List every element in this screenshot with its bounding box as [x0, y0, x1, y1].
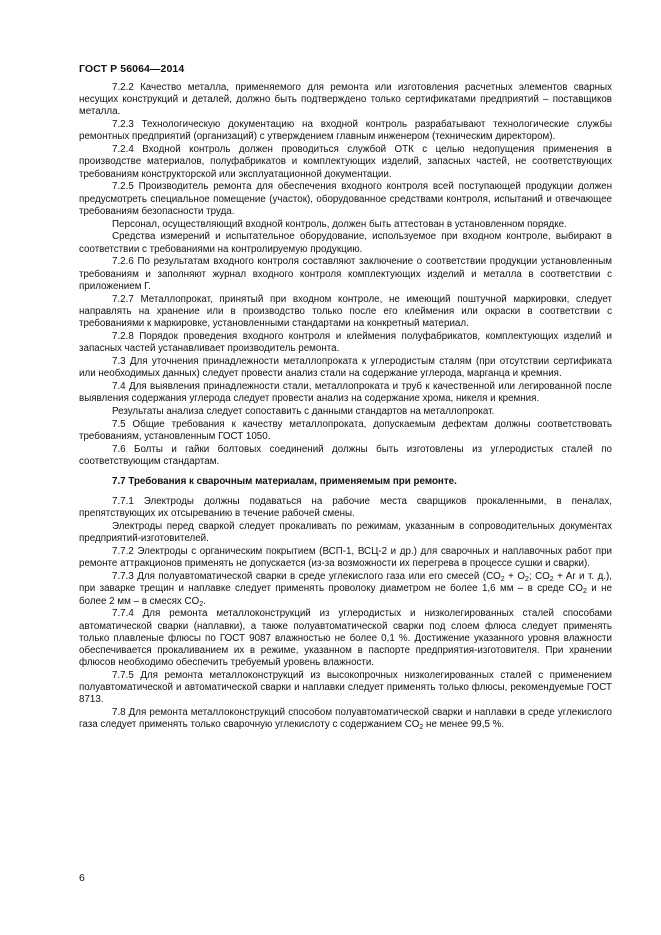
subscript: 2 [549, 576, 554, 584]
paragraph: 7.6 Болты и гайки болтовых соединений должны быть изготовлены из углеродистых сталей по соответствующим стандартам. [79, 443, 612, 467]
paragraph: Электроды перед сваркой следует прокаливать по режимам, указанным в сопроводительных документах предприятий-изготовителей. [79, 521, 612, 545]
paragraph-7-8 [79, 707, 612, 731]
paragraph: 7.2.5 Производитель ремонта для обеспечения входного контроля всей поступающей продукции должен предусмотреть специальное помещение (участок), оборудованное средствами контроля, испытаний и отвечающее требованиям безопасности труда. [79, 181, 612, 217]
paragraph: 7.2.2 Качество металла, применяемого для ремонта или изготовления расчетных элементов сварных несущих конструкций и деталей, должно быть подтверждено только сертификатами предприятий – поставщиков металла. [79, 82, 612, 118]
subscript: 2 [524, 576, 529, 584]
paragraph: 7.7.4 Для ремонта металлоконструкций из углеродистых и низколегированных сталей способами автоматической сварки (наплавки), а также полуавтоматической сварки под слоем флюса следует применять только плавленые флюсы по ГОСТ 9087 влажностью не более 0,1 %. Достижение указанного уровня влажности обеспечивается прокаливанием их в режиме, указанном в паспорте предприятия-изготовителя. При хранении флюсов необходимо обеспечить требуемый уровень влажности. [79, 608, 612, 669]
paragraph: 7.2.4 Входной контроль должен проводиться службой ОТК с целью недопущения применения в производстве материалов, полуфабрикатов и комплектующих изделий, запасных частей, не соответствующих требованиям конструкторской или эксплуатационной документации. [79, 144, 612, 180]
page-number: 6 [79, 872, 85, 884]
subscript: 2 [583, 588, 587, 596]
paragraph: 7.3 Для уточнения принадлежности металлопроката к углеродистым сталям (при отсутствии сертификата или необходимых данных) следует провести анализ стали на содержание углерода, марганца и кремния. [79, 355, 612, 380]
text-run: и не более 2 мм – в смесях CO [79, 583, 612, 607]
paragraph: Результаты анализа следует сопоставить с данными стандартов на металлопрокат. [112, 405, 495, 417]
paragraph: Средства измерений и испытательное оборудование, используемое при входном контроле, выбирают в соответствии с требованиями на контролируемую продукцию. [79, 231, 612, 255]
paragraph: Персонал, осуществляющий входной контроль, должен быть аттестован в установленном порядке. [112, 218, 567, 230]
paragraph: 7.7.5 Для ремонта металлоконструкций из высокопрочных низколегированных сталей с применением полуавтоматической и автоматической сварки и наплавки следует применять только флюсы, рекомендуемые ГОСТ 8713. [79, 670, 612, 706]
document-header: ГОСТ Р 56064—2014 [79, 63, 185, 75]
paragraph: 7.7.2 Электроды с органическим покрытием (ВСП-1, ВСЦ-2 и др.) для сварочных и наплавочных работ при ремонте аттракционов применять не допускается (из-за возможности их перегрева в процессе сушки и сварки). [79, 546, 612, 570]
paragraph: 7.5 Общие требования к качеству металлопроката, допускаемым дефектам должны соответствовать требованиям, установленным ГОСТ 1050. [79, 418, 612, 442]
paragraph: 7.2.6 По результатам входного контроля составляют заключение о соответствии продукции установленным требованиям и заполняют журнал входного контроля комплектующих изделий и металла в соответствии с приложением Г. [79, 256, 612, 292]
text-run: + O [504, 571, 525, 583]
text-run: 7.8 Для ремонта металлоконструкций способом полуавтоматической сварки и наплавки в среде углекислого газа следует применять только сварочную углекислоту с содержанием CO [79, 707, 612, 731]
subscript: 2 [419, 724, 424, 732]
text-run: + Ar и т. д.), при заварке трещин и наплавке следует применять проволоку диаметром не более 1,6 мм – в среде CO [79, 571, 613, 595]
text-run: не менее 99,5 %. [423, 719, 505, 731]
paragraph: 7.2.3 Технологическую документацию на входной контроль разрабатывают технологические службы ремонтных предприятий (организаций) с утверждением главным инженером (техническим директором). [79, 119, 612, 143]
text-run: ; CO [528, 571, 550, 583]
paragraph: 7.4 Для выявления принадлежности стали, металлопроката и труб к качественной или легированной после выявления содержания углерода следует провести анализ на содержание хрома, никеля и кремния. [79, 380, 612, 405]
document-body [79, 82, 612, 732]
paragraph-7-7-3 [79, 571, 612, 608]
text-run: 7.7.3 Для полуавтоматической сварки в среде углекислого газа или его смесей (CO [112, 571, 501, 583]
section-heading: 7.7 Требования к сварочным материалам, применяемым при ремонте. [112, 476, 457, 488]
paragraph: 7.2.7 Металлопрокат, принятый при входном контроле, не имеющий поштучной маркировки, следует направлять на хранение или в производство только после его клеймения или окраски в соответствии с требованиями к маркировке, установленными стандартами на конкретный материал. [79, 293, 612, 330]
subscript: 2 [199, 600, 204, 608]
paragraph: 7.7.1 Электроды должны подаваться на рабочие места сварщиков прокаленными, в пеналах, препятствующих их отсыреванию в течение рабочей смены. [79, 496, 612, 520]
subscript: 2 [500, 576, 505, 584]
text-run: . [203, 595, 206, 607]
paragraph: 7.2.8 Порядок проведения входного контроля и клеймения полуфабрикатов, комплектующих изделий и запасных частей устанавливает производитель ремонта. [79, 330, 612, 355]
